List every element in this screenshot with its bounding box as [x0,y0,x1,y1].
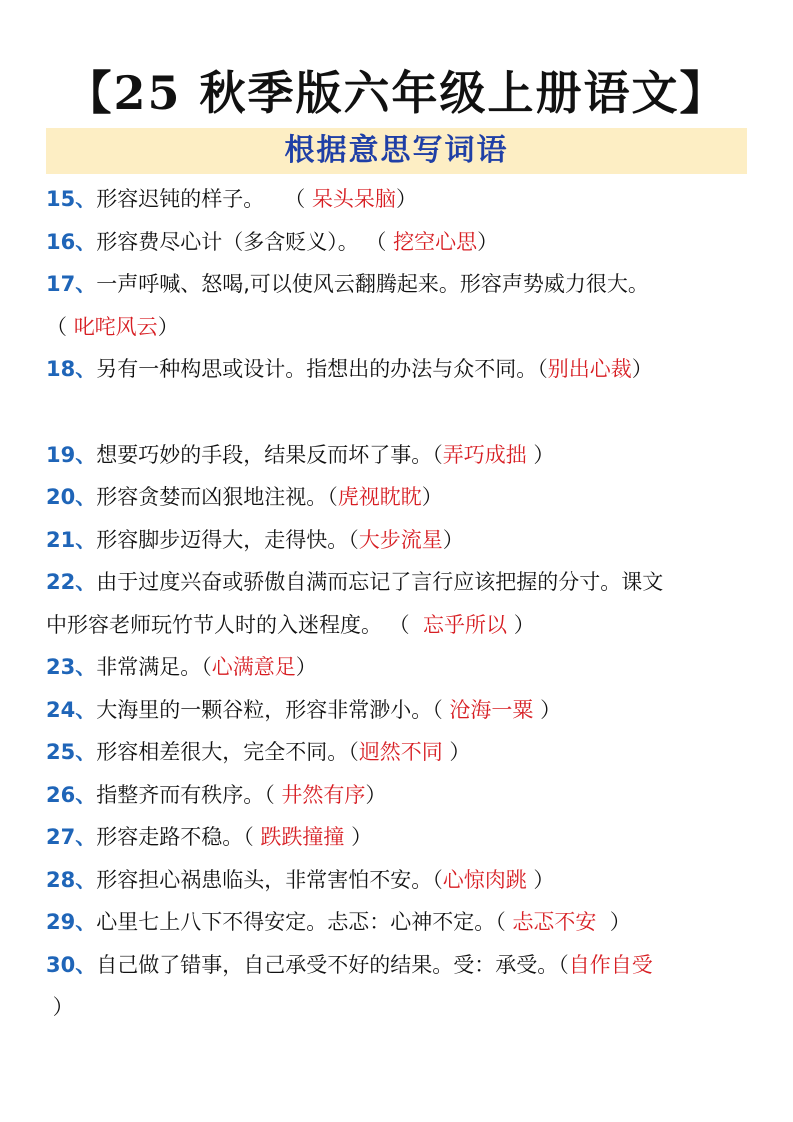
item-answer: 呆头呆脑 [311,187,396,211]
list-item [46,944,750,987]
item-answer: 心满意足 [211,655,296,679]
list-item [46,774,750,817]
close-paren: ） [421,485,443,509]
close-paren: ） [526,867,555,892]
item-definition: 形容费尽心计（多含贬义）。 [96,229,359,254]
item-answer: 别出心裁 [547,357,632,381]
open-paren: （ [495,910,513,934]
item-definition: 形容相差很大，完全不同。 [96,740,349,764]
item-answer: 井然有序 [281,782,366,807]
list-item [46,221,750,264]
item-answer: 挖空心思 [393,229,478,254]
item-number: 25、 [46,740,97,764]
list-item [46,561,750,604]
close-paren: ） [157,314,179,339]
item-number: 22、 [46,570,97,594]
item-number: 18、 [46,357,97,381]
item-definition: 一声呼喊、怒喝,可以使风云翻腾起来。形容声势威力很大。 [96,272,649,296]
open-paren: （ [382,612,424,637]
list-item [46,646,750,689]
item-definition: 大海里的一颗谷粒，形容非常渺小。 [96,697,433,722]
open-paren: （ [243,825,261,849]
item-definition-cont: 中形容老师玩竹节人时的入迷程度。 [46,612,382,637]
list-item [46,263,750,306]
open-paren: （ [432,442,443,467]
list-item [46,901,750,944]
page-title: 【25 秋季版六年级上册语文】 [65,66,728,120]
close-paren: ） [344,825,373,849]
item-answer: 迥然不同 [358,740,443,764]
open-paren: （ [358,229,394,254]
open-paren: （ [264,782,282,807]
item-definition: 非常满足。 [96,655,202,679]
item-definition: 心里七上八下不得安定。忐忑：心神不定。 [96,910,496,934]
close-paren: ） [477,229,499,254]
list-item [46,816,750,859]
item-answer: 叱咤风云 [73,314,158,339]
list-item-continuation [46,306,750,349]
item-answer: 忘乎所以 [423,612,508,637]
item-answer: 心惊肉跳 [442,867,527,892]
close-paren: ） [631,357,653,381]
close-paren: ） [507,612,535,637]
item-number: 17、 [46,272,97,296]
open-paren: （ [201,655,212,679]
open-paren: （ [348,740,359,764]
item-number: 23、 [46,655,97,679]
item-number: 16、 [46,229,97,254]
close-paren: ） [46,995,74,1019]
item-list [46,178,750,1029]
open-paren: （ [432,697,450,722]
item-answer: 自作自受 [568,952,653,977]
item-number: 19、 [46,442,97,467]
open-paren: （ [537,357,548,381]
item-answer: 沧海一粟 [449,697,534,722]
item-number: 21、 [46,527,97,552]
list-item [46,476,750,519]
section-banner: 根据意思写词语 [46,128,747,174]
open-paren: （ [46,314,74,339]
close-paren: ） [442,527,464,552]
item-number: 29、 [46,910,97,934]
close-paren: ） [526,442,555,467]
item-answer: 弄巧成拙 [442,442,527,467]
list-item [46,731,750,774]
open-paren: （ [348,527,359,552]
item-definition: 形容走路不稳。 [96,825,244,849]
item-definition: 由于过度兴奋或骄傲自满而忘记了言行应该把握的分寸。课文 [96,570,664,594]
list-item [46,434,750,477]
item-number: 15、 [46,187,97,211]
item-number: 30、 [46,952,97,977]
item-answer: 大步流星 [358,527,443,552]
item-answer: 虎视眈眈 [337,485,422,509]
item-definition: 自己做了错事，自己承受不好的结果。受：承受。 [96,952,559,977]
open-paren: （ [327,485,338,509]
list-item [46,689,750,732]
close-paren: ） [596,910,631,934]
item-definition: 另有一种构思或设计。指想出的办法与众不同。 [96,357,538,381]
open-paren: （ [558,952,569,977]
item-definition: 形容脚步迈得大，走得快。 [96,527,349,552]
close-paren: ） [442,740,471,764]
item-definition: 形容迟钝的样子。 [96,187,265,211]
list-item [46,859,750,902]
list-item-continuation [46,604,750,647]
item-definition: 指整齐而有秩序。 [96,782,265,807]
item-number: 26、 [46,782,97,807]
close-paren: ） [365,782,387,807]
list-item [46,348,750,391]
open-paren: （ [264,187,312,211]
list-item [46,519,750,562]
open-paren: （ [432,867,443,892]
item-number: 20、 [46,485,97,509]
item-definition: 形容担心祸患临头，非常害怕不安。 [96,867,433,892]
item-answer: 忐忑不安 [512,910,597,934]
close-paren: ） [533,697,562,722]
item-number: 28、 [46,867,97,892]
item-number: 24、 [46,697,97,722]
close-paren: ） [395,187,417,211]
list-item [46,178,750,221]
item-definition: 想要巧妙的手段，结果反而坏了事。 [96,442,433,467]
list-item-continuation [46,986,750,1029]
item-number: 27、 [46,825,97,849]
item-definition: 形容贪婪而凶狠地注视。 [96,485,328,509]
close-paren: ） [295,655,317,679]
item-answer: 跌跌撞撞 [260,825,345,849]
